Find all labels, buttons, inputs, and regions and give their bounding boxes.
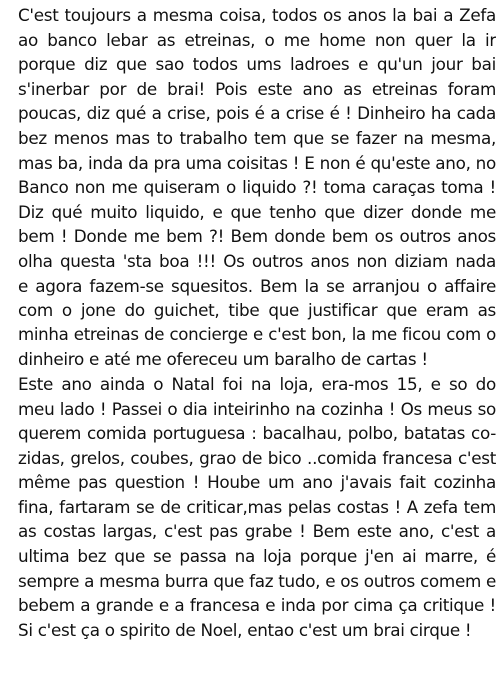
text-line: e agora fazem-se squesitos. Bem la se arranjou o affaire [18, 275, 496, 296]
text-line: sempre a mesma burra que faz tudo, e os outros comem e [18, 570, 496, 591]
document-text [18, 3, 496, 642]
text-line: zidas, grelos, coubes, grao de bico ..comida francesa c'est [18, 447, 496, 468]
text-line: porque diz que sao todos ums ladroes e qu'un jour bai [18, 54, 496, 75]
text-line: ultima bez que se passa na loja porque j'en ai marre, é [18, 546, 496, 567]
text-line: mas ba, inda da pra uma coisitas ! E non é qu'este ano, no [18, 152, 496, 173]
text-line: même pas question ! Hoube um ano j'avais fait cozinha [18, 472, 496, 493]
text-line: bebem a grande e a francesa e inda por cima ça critique ! [18, 595, 496, 616]
text-line: olha questa 'sta boa !!! Os outros anos non diziam nada [18, 250, 496, 271]
text-line: bez menos mas to trabalho tem que se fazer na mesma, [18, 127, 496, 148]
text-line: ao banco lebar as etreinas, o me home non quer la ir [18, 29, 496, 50]
text-line: Banco non me quiseram o liquido ?! toma caraças toma ! [18, 177, 496, 198]
text-line: minha etreinas de concierge e c'est bon, la me ficou com o [18, 324, 496, 344]
text-line: dinheiro e até me ofereceu um baralho de cartas ! [18, 349, 428, 370]
text-line: poucas, diz qué a crise, pois é a crise é ! Dinheiro ha cada [18, 103, 496, 124]
text-line: s'inerbar por de brai! Pois este ano as etreinas foram [18, 78, 496, 99]
text-line: bem ! Donde me bem ?! Bem donde bem os outros anos [18, 226, 496, 247]
text-line: querem comida portuguesa : bacalhau, polbo, batatas co- [18, 423, 496, 444]
text-line: meu lado ! Passei o dia inteirinho na cozinha ! Os meus so [18, 398, 496, 419]
text-line: as costas largas, c'est pas grabe ! Bem este ano, c'est a [18, 521, 496, 542]
text-line: Diz qué muito liquido, e que tenho que dizer donde me [18, 201, 496, 222]
text-line: Si c'est ça o spirito de Noel, entao c'est um brai cirque ! [18, 619, 472, 640]
text-line: Este ano ainda o Natal foi na loja, era-mos 15, e so do [18, 373, 496, 394]
text-line: fina, fartaram se de criticar,mas pelas costas ! A zefa tem [18, 496, 496, 517]
text-line: com o jone do guichet, tibe que justificar que eram as [18, 300, 496, 321]
text-line: C'est toujours a mesma coisa, todos os anos la bai a Zefa [18, 5, 496, 25]
